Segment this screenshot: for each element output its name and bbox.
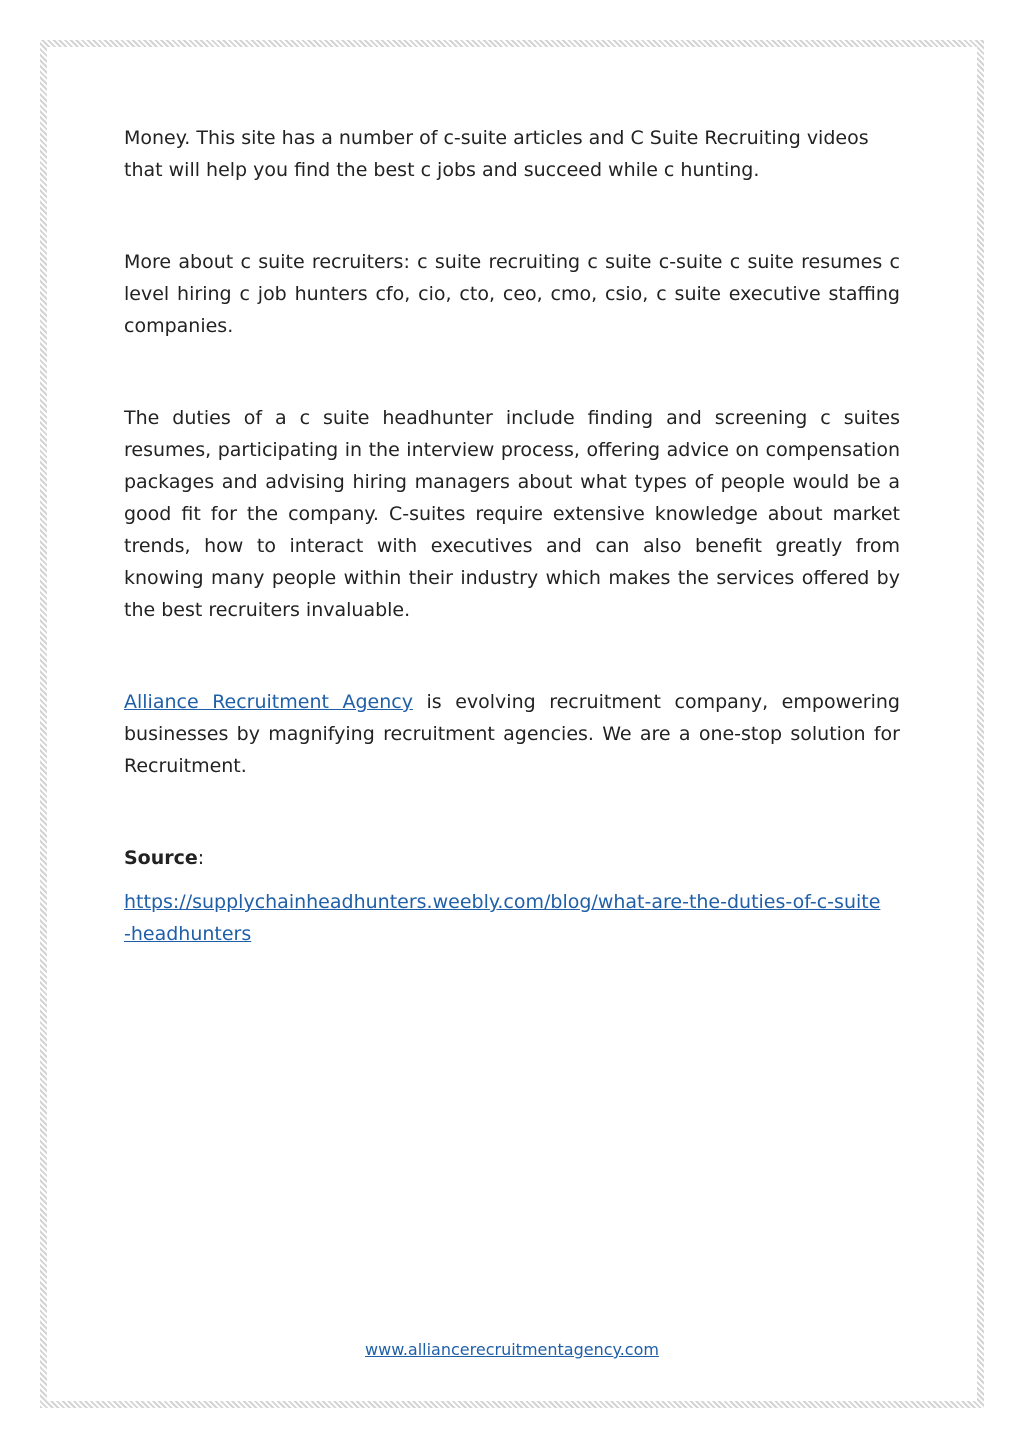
source-block [124,842,900,950]
document-body [124,122,900,950]
paragraph-money: Money. This site has a number of c-suite articles and C Suite Recruiting videos that will help you find the best c jobs and succeed while c hunting. [124,127,869,181]
agency-link[interactable]: Alliance Recruitment Agency [124,691,413,713]
paragraph-agency [124,686,900,782]
source-colon: : [197,847,205,869]
paragraph-more-about: More about c suite recruiters: c suite recruiting c suite c-suite c suite resumes c level hiring c job hunters cfo, cio, cto, ceo, cmo, csio, c suite executive staffing companies. [124,251,900,337]
footer-website-link[interactable]: www.alliancerecruitmentagency.com [365,1340,659,1359]
paragraph-duties: The duties of a c suite headhunter include finding and screening c suites resumes, participating in the interview process, offering advice on compensation packages and advising hiring managers about what types of people would be a good fit for the company. C-suites require extensive knowledge about market trends, how to interact with executives and can also benefit greatly from knowing many people within their industry which makes the services offered by the best recruiters invaluable. [124,407,900,621]
source-label: Source [124,847,198,869]
agency-description: is evolving recruitment company, empowering businesses by magnifying recruitment agencies. We are a one-stop solution for Recruitment. [124,691,900,777]
source-link[interactable]: https://supplychainheadhunters.weebly.com/blog/what-are-the-duties-of-c-suite-headhunters [124,891,881,945]
page-footer [0,1340,1024,1359]
